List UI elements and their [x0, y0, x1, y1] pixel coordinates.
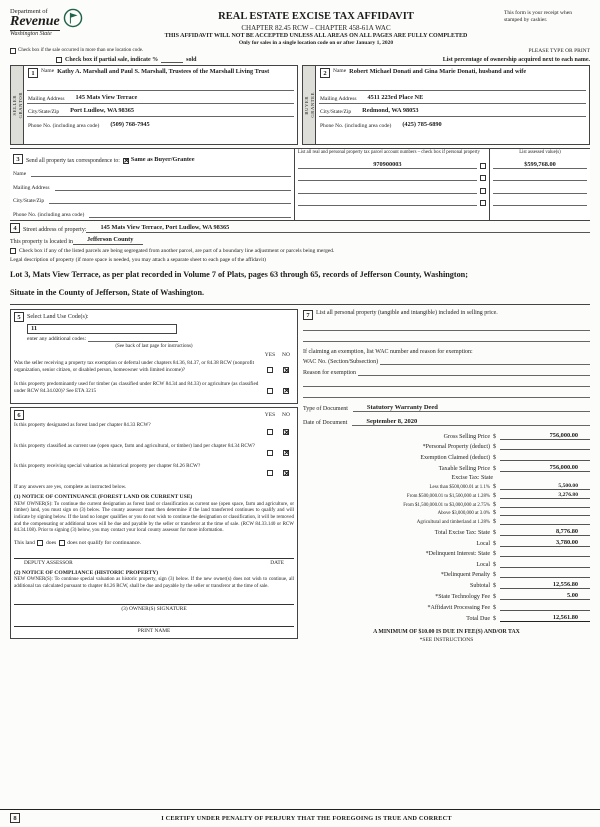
section-5 [10, 309, 298, 404]
doc-type-label: Type of Document [303, 405, 348, 412]
tax-row-delinquent-penalty [303, 571, 590, 579]
multi-location-label: Check box if the sale occurred in more than one location code. [18, 48, 144, 53]
tax-label: Total Due [466, 615, 490, 622]
wac-row [303, 359, 590, 365]
washington-seal-icon [63, 8, 83, 33]
assessed-row-4 [493, 194, 587, 207]
blank-field-line [239, 227, 590, 233]
multi-location-checkbox[interactable] [10, 48, 16, 54]
seller-fields [24, 66, 297, 144]
seller-mailing-value: 145 Mats View Terrace [75, 93, 138, 101]
date-label: DATE [270, 559, 284, 566]
s6-q3-text: Is this property receiving special valuation as historical property per chapter 84.26 RCW? [14, 463, 201, 470]
owner-signature-labels [14, 605, 294, 612]
buyer-csz-row [319, 104, 586, 117]
street-address-value: 145 Mats View Terrace, Port Ludlow, WA 98365 [86, 224, 239, 233]
tax-row-total-state [303, 528, 590, 536]
s5-q2-text: Is this property predominantly used for timber (as classified under RCW 84.34 and 84.33) or agriculture (as classified under RCW 84.34.020)? See ETA 3215 [14, 380, 259, 394]
tax-label: Gross Selling Price [443, 433, 490, 440]
s6-q2-text: Is this property classified as current use (open space, farm and agricultural, or timber) land per chapter 84.34 RCW? [14, 442, 255, 449]
dollar-sign: $ [493, 583, 496, 590]
print-name-label: PRINT NAME [137, 628, 171, 635]
form-title: REAL ESTATE EXCISE TAX AFFIDAVIT [218, 11, 414, 22]
seller-side-label [11, 66, 24, 144]
buyer-mailing-value: 4511 223rd Place NE [367, 93, 424, 101]
if-yes-note: If any answers are yes, complete as instructed below. [14, 484, 127, 491]
notice-compliance-title: (2) NOTICE OF COMPLIANCE (HISTORIC PROPERTY) [14, 569, 159, 576]
tax-row-technology-fee [303, 592, 590, 600]
no-header: NO [282, 411, 290, 418]
s6q3-no-checkbox[interactable] [283, 470, 289, 476]
buyer-box [302, 65, 590, 145]
tax-label: *State Technology Fee [435, 594, 490, 601]
tax-row-tier4 [303, 510, 590, 517]
street-address-label: Street address of property: [23, 227, 87, 234]
tax-row-personal-deduct [303, 443, 590, 451]
s5-q1-text: Was the seller receiving a property tax exemption or deferral under chapters 84.36, 84.37, or 84.38 RCW (nonprofit organization, senior citizen, or disabled person, homeowner with limited income)? [14, 360, 255, 374]
buyer-csz-label: City/State/Zip [320, 108, 352, 115]
tax-value [500, 571, 590, 579]
s6-q1-text: Is this property designated as forest land per chapter 84.33 RCW? [14, 422, 151, 429]
section-3 [10, 148, 590, 221]
minimum-due-note: A MINIMUM OF $10.00 IS DUE IN FEE(S) AND/OR TAX [373, 628, 520, 635]
land-use-row [14, 312, 294, 322]
parcel-number-value: 970900003 [298, 161, 477, 169]
buyer-side-word1: BUYER [303, 95, 309, 115]
section-6 [10, 407, 298, 640]
buyer-phone-value: (425) 785-6890 [402, 120, 442, 128]
same-as-buyer-checkbox[interactable] [123, 158, 129, 164]
tax-correspondence-column [10, 149, 294, 220]
tax-label: Taxable Selling Price [438, 465, 490, 472]
seller-csz-row [27, 104, 294, 117]
section-4 [10, 223, 590, 305]
seller-mailing-label: Mailing Address [28, 95, 65, 102]
notice-continuance-title: (1) NOTICE OF CONTINUANCE (FOREST LAND OR CURRENT USE) [14, 494, 193, 501]
s5q1-yes-checkbox[interactable] [267, 367, 273, 373]
blank-field-line [88, 336, 178, 342]
s5q2-yes-checkbox[interactable] [267, 388, 273, 394]
print-name-line [14, 612, 294, 627]
dollar-sign: $ [493, 518, 496, 525]
s5-question-1 [14, 360, 294, 378]
seller-name-label: Name [41, 68, 55, 75]
s5q1-no-checkbox[interactable] [283, 367, 289, 373]
does-not-label: does not qualify for continuance. [67, 539, 142, 546]
see-instructions-note: *SEE INSTRUCTIONS [419, 636, 474, 643]
section-6-number: 6 [14, 410, 24, 420]
parties-section [10, 65, 590, 145]
blank-field-line [89, 212, 290, 218]
assessed-value: $599,768.00 [493, 161, 587, 169]
section-1-number: 1 [28, 68, 38, 78]
only-for-line: Only for sales in a single location code on or after January 1, 2020 [238, 40, 394, 46]
tax-label: Less than $500,000.01 at 1.1% [429, 485, 490, 491]
name-label: Name [13, 171, 27, 178]
additional-codes-row [27, 336, 294, 342]
personal-property-checkbox-1[interactable] [480, 163, 486, 169]
deputy-assessor-labels [14, 559, 294, 566]
s5-question-2 [14, 381, 294, 399]
assessed-value-column [490, 149, 590, 220]
assessed-row-2 [493, 169, 587, 182]
doc-date-row [303, 418, 590, 426]
owner-signature-line [14, 590, 294, 605]
seller-side-word1: SELLER [11, 95, 17, 116]
exemption-intro: If claiming an exemption, list WAC number and reason for exemption: [303, 348, 473, 355]
buyer-side-label [303, 66, 316, 144]
dor-logo [10, 8, 128, 37]
dollar-sign: $ [493, 561, 496, 568]
seller-name-row [27, 67, 294, 91]
note-row-1 [10, 48, 590, 54]
s6q3-yes-checkbox[interactable] [267, 470, 273, 476]
parcel-numbers-column [294, 149, 490, 220]
section-7 [303, 309, 590, 643]
correspondence-row [13, 150, 291, 164]
correspondence-name-row [13, 164, 291, 178]
s6q1-no-checkbox[interactable] [283, 429, 289, 435]
tax-label: Local [476, 561, 490, 568]
assessed-row-1 [493, 156, 587, 169]
s6-question-1 [14, 422, 294, 440]
land-use-code-field [27, 324, 177, 334]
partial-sale-label: Check box if partial sale, indicate % [65, 57, 159, 64]
yes-header: YES [264, 351, 276, 358]
parcel-row-2 [298, 169, 486, 182]
street-address-row [10, 223, 590, 233]
s6-question-3 [14, 463, 294, 481]
phone-label: Phone No. (including area code) [13, 211, 85, 218]
deputy-assessor-signature-line [14, 546, 294, 559]
s6-yes-no-header [14, 410, 294, 420]
assessed-header: List assessed value(s) [519, 150, 561, 156]
land-does-checkbox[interactable] [37, 540, 43, 546]
tax-label: *Personal Property (deduct) [422, 444, 490, 451]
tax-value: 12,556.80 [500, 581, 590, 589]
certification-footer [0, 809, 600, 827]
blank-field-line [493, 200, 587, 206]
main-columns [10, 309, 590, 643]
logo-dept-text: Department of [10, 8, 48, 15]
seller-csz-value: Port Ludlow, WA 98365 [70, 106, 135, 114]
correspondence-phone-row [13, 204, 291, 218]
tax-value: 3,276.80 [500, 492, 590, 499]
tax-label: From $500,000.01 to $1,500,000 at 1.28% [406, 494, 490, 500]
owner-signature-label: (3) OWNER(S) SIGNATURE [121, 606, 187, 613]
buyer-phone-label: Phone No. (including area code) [320, 122, 392, 129]
buyer-side-word2: GRANTEE [309, 92, 315, 119]
tax-label: *Delinquent Interest: State [425, 551, 490, 558]
dollar-sign: $ [493, 501, 496, 508]
tax-label: Exemption Claimed (deduct) [420, 454, 490, 461]
tax-value: 12,561.80 [500, 614, 590, 622]
tax-row-exemption-deduct [303, 453, 590, 461]
blank-field-line [298, 200, 477, 206]
blank-field-line [380, 359, 590, 365]
logo-state-text: Washington State [10, 30, 60, 37]
tax-value [500, 443, 590, 451]
tax-row-tier1 [303, 483, 590, 490]
correspondence-csz-row [13, 191, 291, 205]
section-8-number: 8 [10, 813, 20, 823]
tax-row-tier3 [303, 501, 590, 508]
please-type-note: PLEASE TYPE OR PRINT [528, 48, 590, 54]
dollar-sign: $ [493, 454, 496, 461]
blank-field-line [303, 320, 590, 331]
assessed-row-3 [493, 181, 587, 194]
multi-location-note [10, 48, 160, 54]
tax-row-delinquent-interest-local [303, 560, 590, 568]
correspondence-mailing-row [13, 177, 291, 191]
buyer-mailing-row [319, 91, 586, 104]
tax-table [303, 429, 590, 622]
doc-type-value: Statutory Warranty Deed [353, 404, 590, 412]
tax-value [500, 603, 590, 611]
tax-value [500, 453, 590, 461]
personal-property-label: List all personal property (tangible and intangible) included in selling price. [316, 309, 498, 316]
logo-revenue-text: Revenue [10, 14, 60, 29]
land-does-not-checkbox[interactable] [59, 540, 65, 546]
tax-row-affidavit-fee [303, 603, 590, 611]
legal-label-row [10, 257, 590, 264]
parcel-row-3 [298, 181, 486, 194]
tax-row-gross [303, 432, 590, 440]
same-as-label: Same as Buyer/Grantee [130, 155, 195, 163]
doc-type-row [303, 404, 590, 412]
yes-header: YES [264, 411, 276, 418]
dollar-sign: $ [493, 465, 496, 472]
tax-value [500, 550, 590, 558]
tax-row-total-due [303, 614, 590, 622]
buyer-mailing-label: Mailing Address [320, 95, 357, 102]
tax-value [500, 560, 590, 568]
tax-value [500, 501, 590, 508]
located-in-row [10, 236, 590, 245]
doc-date-label: Date of Document [303, 419, 348, 426]
seller-box [10, 65, 298, 145]
dor-logo-text [10, 8, 60, 37]
tax-label: Local [476, 540, 490, 547]
seller-phone-value: (509) 768-7945 [110, 120, 150, 128]
tax-row-tier2 [303, 492, 590, 499]
partial-sold-label: sold [186, 57, 197, 64]
partial-sale-checkbox[interactable] [56, 57, 62, 63]
tax-value: 5.00 [500, 592, 590, 600]
personal-property-row [303, 310, 590, 320]
county-value: Jefferson County [73, 236, 143, 245]
buyer-fields [316, 66, 589, 144]
dollar-sign: $ [493, 540, 496, 547]
section-2-number: 2 [320, 68, 330, 78]
tax-label: Above $3,000,000 at 3.0% [437, 511, 490, 517]
blank-field-line [303, 376, 590, 387]
personal-property-checkbox-4[interactable] [480, 200, 486, 206]
reason-label: Reason for exemption [303, 369, 356, 376]
tax-row-local [303, 539, 590, 547]
buyer-csz-value: Redmond, WA 98053 [362, 106, 419, 114]
personal-property-checkbox-2[interactable] [480, 175, 486, 181]
tax-label: *Delinquent Penalty [440, 572, 490, 579]
send-to-label: Send all property tax correspondence to: [26, 157, 120, 164]
title-block [128, 8, 504, 46]
form-header [10, 8, 590, 46]
dollar-sign: $ [493, 529, 496, 536]
personal-property-checkbox-3[interactable] [480, 188, 486, 194]
seller-phone-label: Phone No. (including area code) [28, 122, 100, 129]
dollar-sign: $ [493, 594, 496, 601]
s6q2-yes-checkbox[interactable] [267, 450, 273, 456]
deputy-assessor-label: DEPUTY ASSESSOR [24, 559, 73, 566]
tax-label: *Affidavit Processing Fee [427, 604, 490, 611]
tax-label: Excise Tax: State [451, 475, 493, 482]
dollar-sign: $ [493, 510, 496, 517]
tax-label: Subtotal [469, 583, 490, 590]
section-4-number: 4 [10, 223, 20, 233]
chapter-line: CHAPTER 82.45 RCW – CHAPTER 458-61A WAC [241, 23, 391, 32]
dollar-sign: $ [493, 615, 496, 622]
partial-sale-row [56, 56, 197, 63]
see-back-note: (See back of last page for instructions) [115, 344, 193, 350]
tax-value: 756,000.00 [500, 432, 590, 440]
section-3-number: 3 [13, 154, 23, 164]
situate-text: Situate in the County of Jefferson, State of Washington. [10, 288, 205, 298]
tax-row-agricultural [303, 518, 590, 525]
tax-value: 5,500.00 [500, 483, 590, 490]
tax-label: Agricultural and timberland at 1.28% [416, 519, 490, 525]
tax-value: 8,776.80 [500, 528, 590, 536]
legal-description-text: Lot 3, Mats View Terrace, as per plat recorded in Volume 7 of Plats, pages 63 through 65, records of Jefferson County, Washington; [10, 269, 468, 279]
blank-field-line [303, 331, 590, 342]
tax-value [500, 518, 590, 525]
wac-label: WAC No. (Section/Subsection) [303, 359, 379, 366]
land-use-label: Select Land Use Code(s): [27, 313, 89, 320]
tax-value [500, 510, 590, 517]
tax-row-subtotal [303, 581, 590, 589]
left-column [10, 309, 298, 643]
does-label: does [45, 539, 57, 546]
segregated-row [10, 248, 590, 255]
no-header: NO [282, 351, 290, 358]
seller-name-value: Kathy A. Marshall and Paul S. Marshall, Trustees of the Marshall Living Trust [57, 68, 270, 76]
dollar-sign: $ [493, 572, 496, 579]
seller-mailing-row [27, 91, 294, 104]
s6-question-2 [14, 443, 294, 461]
seller-csz-label: City/State/Zip [28, 108, 60, 115]
receipt-note: This form is your receipt when stamped by cashier. [504, 10, 572, 24]
legal-description-label: Legal description of property (if more space is needed, you may attach a separate sheet to each page of the affidavit) [10, 256, 266, 263]
csz-label: City/State/Zip [13, 198, 45, 205]
buyer-name-row [319, 67, 586, 91]
notice-continuance-body: NEW OWNER(S): To continue the current designation as forest land or classification as current use (open space, farm and agriculture, or timber) land, you must sign on (3) below. The county assessor must then determine if the land transferred continues to qualify and will indicate by signing below. If the land no longer qualifies or you do not wish to continue the designation or classification, it will be removed and the compensating or additional taxes will be due and payable by the seller or transferor at the time of sale. (RCW 84.33.140 or RCW 84.34.108). Prior to signing (3) below, you may contact your local county assessor for more information. [14, 501, 294, 534]
tax-label: Total Excise Tax: State [434, 529, 490, 536]
parcel-header: List all real and personal property tax parcel account numbers – check box if personal property [297, 150, 480, 156]
tax-row-excise-header [303, 475, 590, 481]
dollar-sign: $ [493, 484, 496, 491]
s5-yes-no-header [14, 352, 294, 358]
blank-field-line [303, 387, 590, 398]
s5q2-no-checkbox[interactable] [283, 388, 289, 394]
s6q1-yes-checkbox[interactable] [267, 429, 273, 435]
tax-row-taxable [303, 464, 590, 472]
certify-statement: I CERTIFY UNDER PENALTY OF PERJURY THAT THE FOREGOING IS TRUE AND CORRECT [161, 814, 452, 822]
dollar-sign: $ [493, 444, 496, 451]
segregated-label: Check box if any of the listed parcels are being segregated from another parcel, are part of a boundary line adjustment or parcels being merged. [19, 247, 335, 254]
print-name-labels [14, 627, 294, 634]
doc-date-value: September 8, 2020 [352, 418, 590, 426]
tax-row-delinquent-interest-state [303, 550, 590, 558]
note-row-2 [10, 56, 590, 63]
notice-compliance-body: NEW OWNER(S): To continue special valuation as historic property, sign (3) below. If the new owner(s) does not wish to continue, all additional tax calculated pursuant to chapter 84.26 RCW, shall be due and payable by the seller or transferor at the time of sale. [14, 577, 294, 589]
s6q2-no-checkbox[interactable] [283, 450, 289, 456]
dollar-sign: $ [493, 551, 496, 558]
section-7-number: 7 [303, 310, 313, 320]
warning-line: THIS AFFIDAVIT WILL NOT BE ACCEPTED UNLESS ALL AREAS ON ALL PAGES ARE FULLY COMPLETED [164, 33, 468, 39]
buyer-phone-row [319, 117, 586, 130]
section-5-number: 5 [14, 312, 24, 322]
this-land-label: This land [14, 539, 35, 546]
dollar-sign: $ [493, 433, 496, 440]
segregated-checkbox[interactable] [10, 248, 16, 254]
land-use-code-value: 11 [31, 324, 38, 332]
dollar-sign: $ [493, 493, 496, 500]
tax-value: 3,780.00 [500, 539, 590, 547]
dollar-sign: $ [493, 604, 496, 611]
ownership-note: List percentage of ownership acquired next to each name. [442, 57, 590, 64]
buyer-name-label: Name [333, 68, 347, 75]
tax-label: From $1,500,000.01 to $3,000,000 at 2.75% [403, 502, 490, 508]
seller-phone-row [27, 117, 294, 130]
buyer-name-value: Robert Michael Donati and Gina Marie Donati, husband and wife [349, 68, 527, 76]
mailing-label: Mailing Address [13, 184, 50, 191]
seller-side-word2: GRANTOR [17, 92, 23, 119]
located-in-label: This property is located in [10, 238, 73, 245]
parcel-row-1 [298, 156, 486, 169]
additional-codes-label: enter any additional codes: [27, 336, 87, 343]
parcel-row-4 [298, 194, 486, 207]
tax-value: 756,000.00 [500, 464, 590, 472]
partial-percent-field [161, 56, 183, 63]
